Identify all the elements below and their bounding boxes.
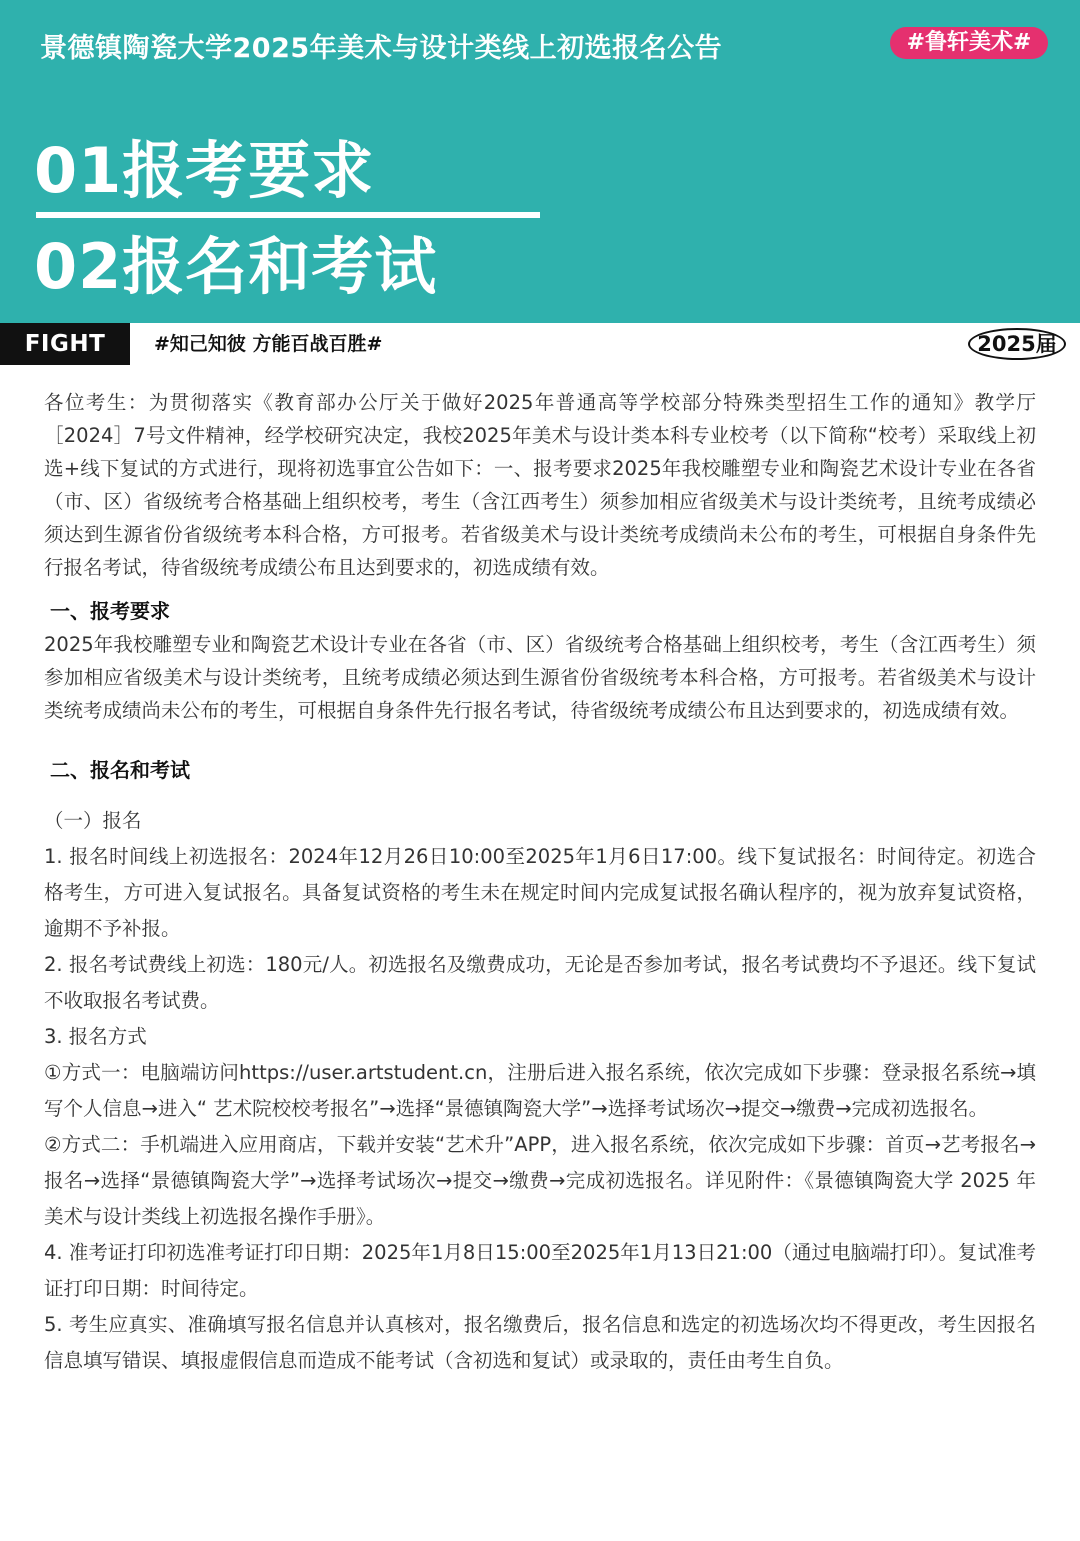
list-item: ②方式二：手机端进入应用商店，下载并安装“艺术升”APP，进入报名系统，依次完成如下步骤：首页→艺考报名→报名→选择“景德镇陶瓷大学”→选择考试场次→提交→缴费→完成初选报名。详见附件：《景德镇陶瓷大学 2025 年美术与设计类线上初选报名操作手册》。 xyxy=(44,1133,1036,1228)
list-item: 2. 报名考试费线上初选：180元/人。初选报名及缴费成功，无论是否参加考试，报名考试费均不予退还。线下复试不收取报名考试费。 xyxy=(44,953,1036,1012)
fight-label: FIGHT xyxy=(0,323,130,365)
slogan-band xyxy=(0,323,1080,365)
section-1-title: 一、报考要求 xyxy=(50,599,170,623)
header-banner xyxy=(0,0,1080,323)
list-item: 4. 准考证打印初选准考证打印日期：2025年1月8日15:00至2025年1月13日21:00（通过电脑端打印）。复试准考证打印日期：时间待定。 xyxy=(44,1241,1036,1300)
heading-divider xyxy=(36,212,540,218)
list-item: 3. 报名方式 xyxy=(44,1025,147,1048)
section-2-title: 二、报名和考试 xyxy=(50,758,190,782)
slogan-text: #知己知彼 方能百战百胜# xyxy=(154,333,383,355)
list-item: ①方式一：电脑端访问https://user.artstudent.cn，注册后进入报名系统，依次完成如下步骤：登录报名系统→填写个人信息→进入“ 艺术院校校考报名”→选择“景德镇陶瓷大学”→选择考试场次→提交→缴费→完成初选报名。 xyxy=(44,1061,1036,1120)
hashtag-badge: #鲁轩美术# xyxy=(890,27,1048,59)
intro-paragraph: 各位考生：为贯彻落实《教育部办公厅关于做好2025年普通高等学校部分特殊类型招生工作的通知》教学厅［2024］7号文件精神，经学校研究决定，我校2025年美术与设计类本科专业校考（以下简称“校考）采取线上初选+线下复试的方式进行，现将初选事宜公告如下：一、报考要求2025年我校雕塑专业和陶瓷艺术设计专业在各省（市、区）省级统考合格基础上组织校考，考生（含江西考生）须参加相应省级美术与设计类统考，且统考成绩必须达到生源省份省级统考本科合格，方可报考。若省级美术与设计类统考成绩尚未公布的考生，可根据自身条件先行报名考试，待省级统考成绩公布且达到要求的，初选成绩有效。 xyxy=(44,391,1036,579)
page-title: 景德镇陶瓷大学2025年美术与设计类线上初选报名公告 xyxy=(40,33,723,64)
registration-list xyxy=(44,803,1036,1379)
heading-requirements: 01报考要求 xyxy=(34,134,375,207)
year-badge: 2025届 xyxy=(968,328,1066,360)
section-1-paragraph: 2025年我校雕塑专业和陶瓷艺术设计专业在各省（市、区）省级统考合格基础上组织校考，考生（含江西考生）须参加相应省级美术与设计类统考，且统考成绩必须达到生源省份省级统考本科合格，方可报考。若省级美术与设计类统考成绩尚未公布的考生，可根据自身条件先行报名考试，待省级统考成绩公布且达到要求的，初选成绩有效。 xyxy=(44,633,1036,722)
list-item: （一）报名 xyxy=(44,809,142,832)
article-body xyxy=(44,386,1036,1379)
list-item: 5. 考生应真实、准确填写报名信息并认真核对，报名缴费后，报名信息和选定的初选场次均不得更改，考生因报名信息填写错误、填报虚假信息而造成不能考试（含初选和复试）或录取的，责任由考生自负。 xyxy=(44,1313,1036,1372)
list-item: 1. 报名时间线上初选报名：2024年12月26日10:00至2025年1月6日17:00。线下复试报名：时间待定。初选合格考生，方可进入复试报名。具备复试资格的考生未在规定时间内完成复试报名确认程序的，视为放弃复试资格，逾期不予补报。 xyxy=(44,845,1036,940)
heading-registration: 02报名和考试 xyxy=(34,230,438,303)
